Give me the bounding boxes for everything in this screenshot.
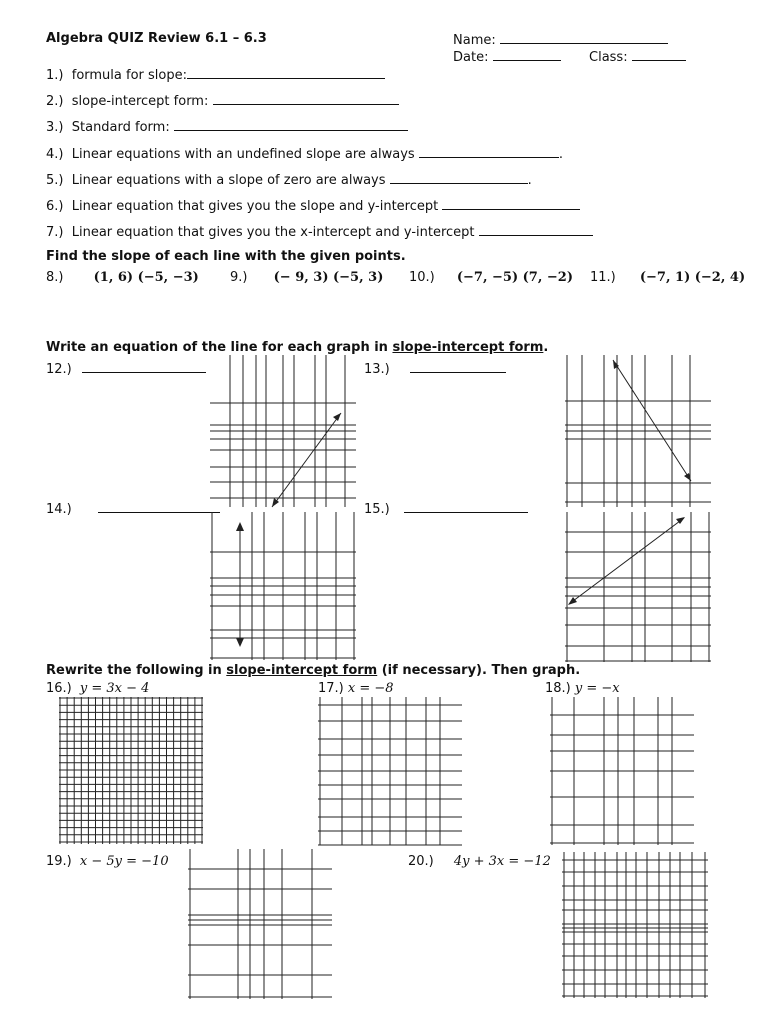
answer-blank[interactable] <box>479 223 593 236</box>
point-pair: (1, 6) (−5, −3) <box>93 270 199 285</box>
question-suffix: . <box>558 147 563 162</box>
question-text: formula for slope: <box>71 68 187 83</box>
question-4 <box>46 145 563 162</box>
date-field[interactable] <box>453 48 561 65</box>
slope-section-heading: Find the slope of each line with the given points. <box>46 249 406 264</box>
graph-16[interactable] <box>59 697 205 845</box>
heading-text: Write an equation of the line for each graph in <box>46 340 393 355</box>
graph-19[interactable] <box>188 849 334 1001</box>
equation: y = −x <box>574 681 620 696</box>
graph-17[interactable] <box>318 697 464 847</box>
question-7 <box>46 223 593 240</box>
problem-11 <box>590 270 745 285</box>
grid-lines <box>565 512 711 662</box>
graph-line-arrow <box>613 360 691 481</box>
question-text: Linear equation that gives you the x-intercept and y-intercept <box>71 225 475 240</box>
graph-line-arrow <box>236 522 244 647</box>
heading-text: (if necessary). Then graph. <box>377 663 581 678</box>
answer-blank[interactable] <box>82 360 206 373</box>
point-pair: (−7, −5) (7, −2) <box>456 270 573 285</box>
answer-blank[interactable] <box>187 66 385 79</box>
question-text: Standard form: <box>71 120 170 135</box>
grid-lines <box>188 849 332 999</box>
date-label: Date: <box>453 50 489 65</box>
answer-blank[interactable] <box>174 118 408 131</box>
problem-number: 17.) <box>318 681 344 696</box>
question-2 <box>46 92 399 109</box>
heading-text: . <box>543 340 549 355</box>
problem-number: 18.) <box>545 681 571 696</box>
equation: 4y + 3x = −12 <box>453 854 551 869</box>
question-number: 7.) <box>46 225 64 240</box>
graph-14 <box>210 512 358 662</box>
grid-lines <box>59 697 203 844</box>
equation: y = 3x − 4 <box>79 681 150 696</box>
problem-17 <box>318 681 394 696</box>
rewrite-section-heading <box>46 663 580 678</box>
graph-15 <box>565 512 713 664</box>
heading-underlined: slope-intercept form <box>226 663 378 678</box>
problem-12 <box>46 360 206 377</box>
name-field[interactable] <box>453 31 668 48</box>
grid-lines <box>210 512 356 660</box>
problem-13 <box>364 360 506 377</box>
problem-10 <box>409 270 573 285</box>
question-5 <box>46 171 532 188</box>
problem-number: 8.) <box>46 270 64 285</box>
problem-20 <box>408 854 551 869</box>
page-title: Algebra QUIZ Review 6.1 – 6.3 <box>46 31 267 46</box>
problem-number: 10.) <box>409 270 435 285</box>
question-6 <box>46 197 580 214</box>
point-pair: (− 9, 3) (−5, 3) <box>273 270 384 285</box>
problem-number: 19.) <box>46 854 72 869</box>
problem-number: 14.) <box>46 502 72 517</box>
graph-18[interactable] <box>550 697 696 847</box>
graph-section-heading <box>46 340 548 355</box>
class-field[interactable] <box>589 48 686 65</box>
graph-12 <box>210 355 358 510</box>
answer-blank[interactable] <box>410 360 506 373</box>
question-text: slope-intercept form: <box>71 94 209 109</box>
graph-line-arrow <box>272 413 341 507</box>
problem-8 <box>46 270 199 285</box>
point-pair: (−7, 1) (−2, 4) <box>639 270 746 285</box>
grid-lines <box>565 355 711 507</box>
heading-underlined: slope-intercept form <box>392 340 544 355</box>
class-blank[interactable] <box>632 48 686 61</box>
question-text: Linear equation that gives you the slope and y-intercept <box>71 199 439 214</box>
question-number: 2.) <box>46 94 64 109</box>
class-label: Class: <box>589 50 628 65</box>
name-blank[interactable] <box>500 31 668 44</box>
answer-blank[interactable] <box>442 197 580 210</box>
answer-blank[interactable] <box>404 500 528 513</box>
date-blank[interactable] <box>493 48 561 61</box>
question-number: 3.) <box>46 120 64 135</box>
question-suffix: . <box>527 173 532 188</box>
problem-number: 15.) <box>364 502 390 517</box>
name-label: Name: <box>453 33 496 48</box>
question-number: 6.) <box>46 199 64 214</box>
equation: x − 5y = −10 <box>79 854 169 869</box>
question-text: Linear equations with a slope of zero are always <box>71 173 386 188</box>
problem-number: 20.) <box>408 854 434 869</box>
problem-9 <box>230 270 383 285</box>
grid-lines <box>550 697 694 845</box>
question-1 <box>46 66 385 83</box>
answer-blank[interactable] <box>98 500 220 513</box>
problem-number: 12.) <box>46 362 72 377</box>
question-number: 4.) <box>46 147 64 162</box>
problem-number: 11.) <box>590 270 616 285</box>
graph-13 <box>565 355 713 510</box>
problem-number: 16.) <box>46 681 72 696</box>
graph-20[interactable] <box>562 852 710 1000</box>
answer-blank[interactable] <box>390 171 528 184</box>
question-number: 1.) <box>46 68 64 83</box>
problem-14 <box>46 500 220 517</box>
answer-blank[interactable] <box>419 145 559 158</box>
grid-lines <box>562 852 708 998</box>
graph-line-arrow <box>568 517 685 605</box>
equation: x = −8 <box>347 681 394 696</box>
grid-lines <box>318 697 462 845</box>
heading-text: Rewrite the following in <box>46 663 227 678</box>
problem-19 <box>46 854 169 869</box>
problem-16 <box>46 681 149 696</box>
question-3 <box>46 118 408 135</box>
problem-number: 9.) <box>230 270 248 285</box>
question-number: 5.) <box>46 173 64 188</box>
question-text: Linear equations with an undefined slope are always <box>71 147 415 162</box>
answer-blank[interactable] <box>213 92 399 105</box>
grid-lines <box>210 355 356 507</box>
problem-number: 13.) <box>364 362 390 377</box>
problem-15 <box>364 500 528 517</box>
problem-18 <box>545 681 620 696</box>
